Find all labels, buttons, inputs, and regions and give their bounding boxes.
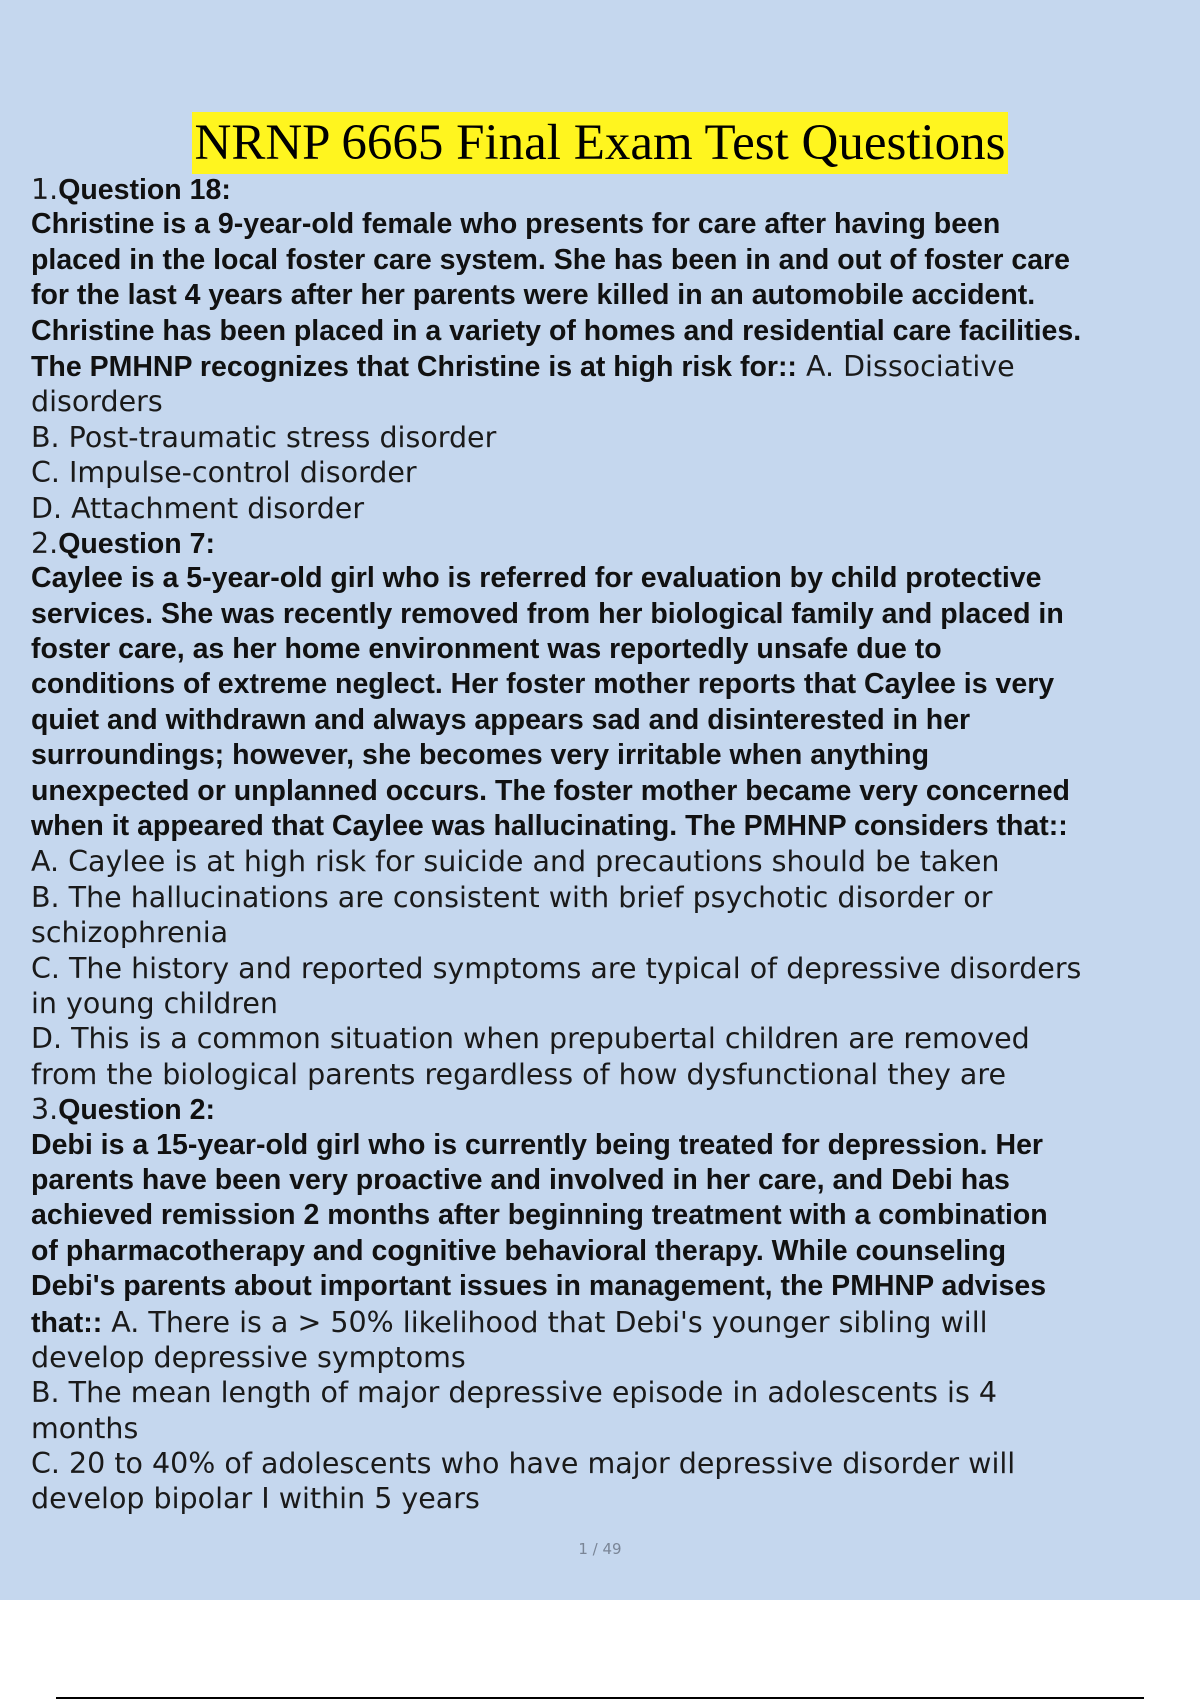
- answer-option: A. Caylee is at high risk for suicide and precautions should be taken: [31, 845, 1000, 879]
- question-heading-2: [31, 526, 1200, 561]
- question-stem-line: conditions of extreme neglect. Her foster mother reports that Caylee is very: [31, 668, 1055, 701]
- answer-option: B. Post-traumatic stress disorder: [31, 420, 497, 454]
- answer-option: C. 20 to 40% of adolescents who have major depressive disorder will: [31, 1447, 1016, 1481]
- footer-divider: [56, 1697, 1144, 1699]
- answer-option: B. The mean length of major depressive episode in adolescents is 4: [31, 1376, 997, 1410]
- question-stem-line: Christine is a 9-year-old female who presents for care after having been: [31, 208, 1001, 241]
- answer-option: from the biological parents regardless of how dysfunctional they are: [31, 1057, 1007, 1091]
- question-number: 3.: [31, 1093, 59, 1127]
- document-title: NRNP 6665 Final Exam Test Questions: [192, 112, 1007, 174]
- question-stem-line: parents have been very proactive and involved in her care, and Debi has: [31, 1163, 1010, 1196]
- question-heading: Question 2:: [58, 1094, 215, 1127]
- question-heading: Question 18:: [58, 174, 231, 206]
- answer-option: in young children: [31, 986, 278, 1020]
- question-stem-line: placed in the local foster care system. She has been in and out of foster care: [31, 243, 1070, 276]
- title-container: [0, 112, 1200, 174]
- question-stem-line: when it appeared that Caylee was hallucinating. The PMHNP considers that::: [31, 810, 1068, 843]
- question-heading-1: [31, 172, 1200, 207]
- answer-option: develop bipolar I within 5 years: [31, 1482, 480, 1516]
- answer-option: disorders: [31, 385, 163, 419]
- question-stem-line: Christine has been placed in a variety of homes and residential care facilities.: [31, 314, 1082, 347]
- question-stem-line: [31, 1305, 1200, 1340]
- answer-option: A. Dissociative: [796, 349, 1015, 383]
- question-stem-line: surroundings; however, she becomes very irritable when anything: [31, 739, 929, 772]
- question-stem-line: [31, 349, 1200, 384]
- question-stem-line: achieved remission 2 months after beginning treatment with a combination: [31, 1199, 1048, 1232]
- question-stem-text: that::: [31, 1306, 103, 1339]
- answer-option: C. The history and reported symptoms are typical of depressive disorders: [31, 951, 1082, 985]
- page-indicator: 1 / 49: [578, 1540, 622, 1558]
- question-stem-line: Caylee is a 5-year-old girl who is referred for evaluation by child protective: [31, 562, 1042, 595]
- answer-option: develop depressive symptoms: [31, 1340, 466, 1374]
- answer-option: C. Impulse-control disorder: [31, 456, 417, 490]
- question-heading: Question 7:: [58, 527, 215, 560]
- question-stem-line: services. She was recently removed from her biological family and placed in: [31, 597, 1064, 630]
- answer-option: schizophrenia: [31, 916, 229, 950]
- question-stem-line: Debi's parents about important issues in management, the PMHNP advises: [31, 1270, 1047, 1303]
- question-stem-text: The PMHNP recognizes that Christine is at high risk for::: [31, 350, 797, 383]
- question-number: 2.: [31, 526, 59, 560]
- answer-option: months: [31, 1411, 139, 1445]
- answer-option: B. The hallucinations are consistent with brief psychotic disorder or: [31, 880, 993, 914]
- question-heading-3: [31, 1092, 1200, 1127]
- question-stem-line: of pharmacotherapy and cognitive behavioral therapy. While counseling: [31, 1234, 1006, 1267]
- answer-option: A. There is a > 50% likelihood that Debi's younger sibling will: [102, 1305, 988, 1339]
- answer-option: D. This is a common situation when prepubertal children are removed: [31, 1022, 1030, 1056]
- questions-content: [31, 172, 1200, 1517]
- question-stem-line: quiet and withdrawn and always appears sad and disinterested in her: [31, 703, 971, 736]
- question-stem-line: unexpected or unplanned occurs. The foster mother became very concerned: [31, 774, 1070, 807]
- answer-option: D. Attachment disorder: [31, 491, 365, 525]
- question-stem-line: Debi is a 15-year-old girl who is currently being treated for depression. Her: [31, 1128, 1044, 1161]
- question-stem-line: foster care, as her home environment was reportedly unsafe due to: [31, 633, 942, 666]
- question-stem-line: for the last 4 years after her parents were killed in an automobile accident.: [31, 279, 1036, 312]
- question-number: 1.: [31, 173, 59, 206]
